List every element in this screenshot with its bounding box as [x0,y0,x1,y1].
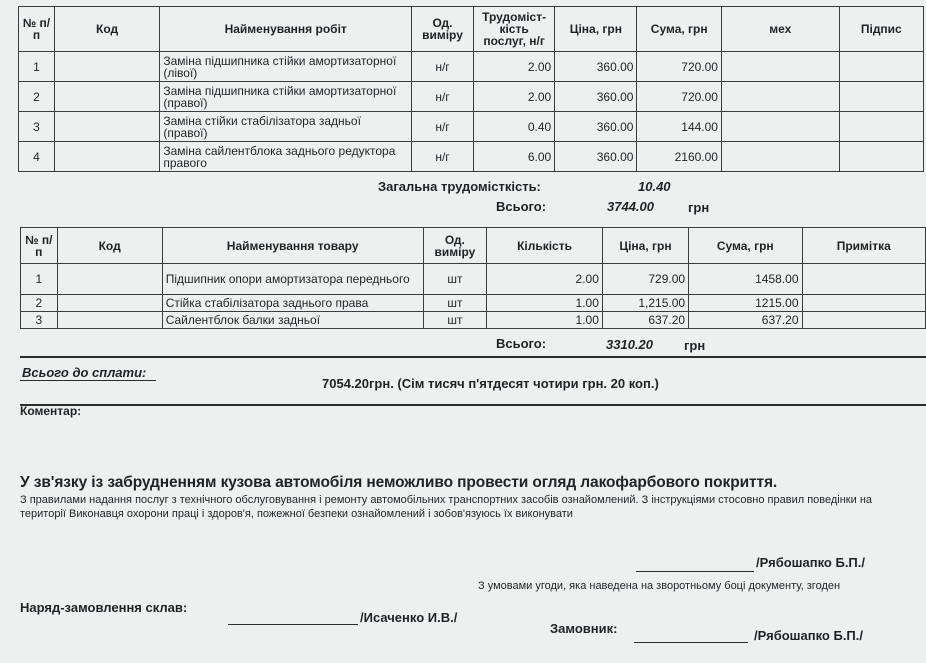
works-cell-labor: 0.40 [473,112,554,142]
works-total-labor-label: Загальна трудомісткість: [378,179,541,194]
works-total-currency: грн [688,200,710,215]
goods-cell-sum: 1458.00 [689,264,802,295]
works-header-name: Найменування робіт [160,7,412,52]
works-cell-code [54,142,159,172]
goods-cell-unit: шт [423,295,487,312]
works-cell-unit: н/г [412,112,474,142]
works-row [19,52,924,82]
goods-table [20,227,926,329]
works-cell-sign [839,82,923,112]
goods-header-note: Примітка [802,228,926,264]
goods-row [21,312,926,329]
goods-cell-price: 1,215.00 [602,295,688,312]
goods-cell-note [802,312,926,329]
composed-name: /Исаченко И.В./ [360,610,458,625]
works-cell-no: 4 [19,142,55,172]
goods-cell-unit: шт [423,312,487,329]
works-total-labor-value: 10.40 [638,179,671,194]
works-cell-name: Заміна підшипника стійки амортизаторної (лівої) [160,52,412,82]
works-cell-no: 1 [19,52,55,82]
goods-cell-no: 2 [21,295,58,312]
goods-header-unit: Од. виміру [423,228,487,264]
works-header-row [19,7,924,52]
works-row [19,142,924,172]
works-header-code: Код [54,7,159,52]
goods-cell-no: 1 [21,264,58,295]
goods-header-no: № п/п [21,228,58,264]
goods-header-name: Найменування товару [162,228,423,264]
works-cell-code [54,112,159,142]
works-cell-code [54,82,159,112]
works-cell-labor: 2.00 [473,52,554,82]
goods-cell-qty: 1.00 [487,312,603,329]
grand-total-label: Всього до сплати: [22,365,147,380]
goods-cell-sum: 637.20 [689,312,802,329]
works-header-labor: Трудоміст-кість послуг, н/г [473,7,554,52]
works-header-no: № п/п [19,7,55,52]
works-cell-sign [839,112,923,142]
works-cell-name: Заміна стійки стабілізатора задньої (правої) [160,112,412,142]
works-table [18,6,924,172]
works-cell-unit: н/г [412,52,474,82]
goods-cell-code [57,312,162,329]
rules-text: З правилами надання послуг з технічного обслуговування і ремонту автомобільних транспортних засобів ознайомлений. З інструкціями стосовно правил поведінки на території Виконавця охорони праці і здоров'я, пожежної безпеки ознайомлений і зобов'язуюсь їх виконувати [20,494,873,520]
works-cell-unit: н/г [412,82,474,112]
works-cell-no: 2 [19,82,55,112]
goods-cell-name: Сайлентблок балки задньої [162,312,423,329]
divider-bottom [20,404,926,406]
works-cell-sign [839,52,923,82]
works-cell-name: Заміна сайлентблока заднього редуктора правого [160,142,412,172]
works-cell-unit: н/г [412,142,474,172]
works-row [19,112,924,142]
works-cell-sum: 2160.00 [637,142,722,172]
goods-cell-price: 637.20 [602,312,688,329]
works-header-sum: Сума, грн [637,7,722,52]
works-cell-labor: 6.00 [473,142,554,172]
goods-cell-no: 3 [21,312,58,329]
customer-signature-line [634,642,748,643]
customer-label: Замовник: [550,621,618,636]
goods-header-sum: Сума, грн [689,228,802,264]
works-cell-labor: 2.00 [473,82,554,112]
goods-row [21,295,926,312]
works-cell-sum: 720.00 [637,52,722,82]
signature-line-1 [636,571,754,572]
works-header-price: Ціна, грн [555,7,637,52]
works-total-label: Всього: [496,199,547,214]
works-cell-price: 360.00 [555,142,637,172]
works-cell-mech [721,82,839,112]
goods-total-label: Всього: [496,336,547,351]
grand-total-underline [20,380,156,381]
goods-cell-note [802,295,926,312]
works-cell-mech [721,112,839,142]
works-cell-sign [839,142,923,172]
composed-label: Наряд-замовлення склав: [20,600,188,615]
works-cell-sum: 144.00 [637,112,722,142]
goods-cell-price: 729.00 [602,264,688,295]
signature-1-name: /Рябошапко Б.П./ [756,555,865,570]
works-header-sign: Підпис [839,7,923,52]
works-cell-code [54,52,159,82]
works-cell-mech [721,142,839,172]
comment-label: Коментар: [20,404,82,418]
composed-signature-line [228,624,358,625]
grand-total-value: 7054.20грн. (Сім тисяч п'ятдесят чотири грн. 20 коп.) [322,376,659,391]
works-cell-price: 360.00 [555,82,637,112]
works-cell-mech [721,52,839,82]
goods-cell-note [802,264,926,295]
goods-cell-code [57,264,162,295]
goods-row [21,264,926,295]
works-header-unit: Од. виміру [412,7,474,52]
goods-cell-qty: 2.00 [487,264,603,295]
goods-header-qty: Кількість [487,228,603,264]
goods-cell-unit: шт [423,264,487,295]
works-cell-no: 3 [19,112,55,142]
works-cell-name: Заміна підшипника стійки амортизаторної (правої) [160,82,412,112]
goods-total-value: 3310.20 [606,337,653,352]
goods-header-code: Код [57,228,162,264]
goods-cell-name: Підшипник опори амортизатора переднього [162,264,423,295]
goods-cell-qty: 1.00 [487,295,603,312]
goods-cell-name: Стійка стабілізатора заднього права [162,295,423,312]
goods-cell-sum: 1215.00 [689,295,802,312]
goods-total-currency: грн [684,338,706,353]
works-cell-sum: 720.00 [637,82,722,112]
works-cell-price: 360.00 [555,112,637,142]
customer-name: /Рябошапко Б.П./ [754,628,863,643]
divider-top [20,356,926,358]
goods-header-price: Ціна, грн [602,228,688,264]
goods-header-row [21,228,926,264]
goods-cell-code [57,295,162,312]
warning-text: У зв'язку із забрудненням кузова автомобіля неможливо провести огляд лакофарбового покриття. [20,474,778,491]
works-total-value: 3744.00 [607,199,654,214]
works-cell-price: 360.00 [555,52,637,82]
works-header-mech: мех [721,7,839,52]
agreement-text: З умовами угоди, яка наведена на зворотньому боці документу, згоден [478,580,841,592]
works-row [19,82,924,112]
